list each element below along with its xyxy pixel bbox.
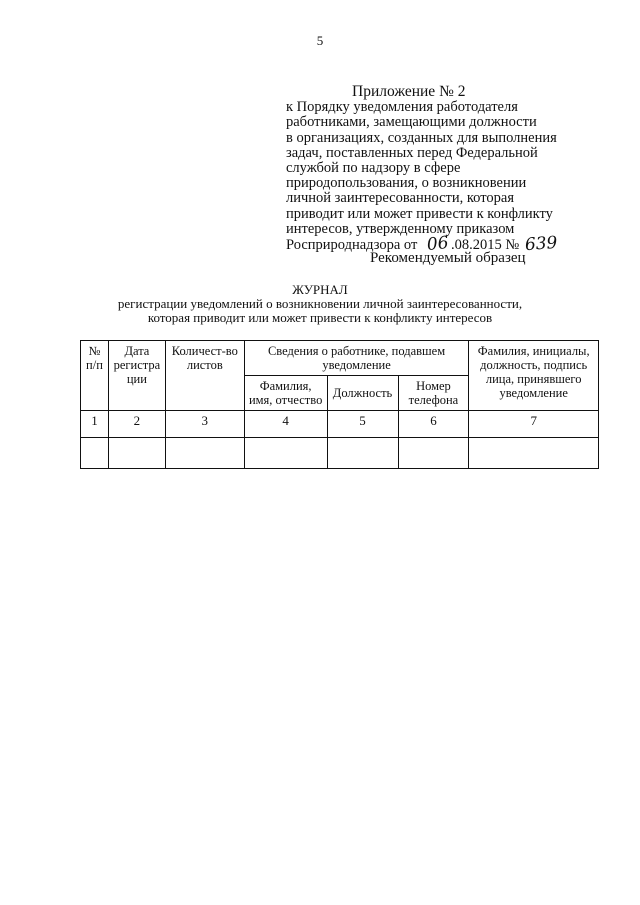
appendix-line: природопользования, о возникновении [286, 175, 527, 192]
header-cell-phone: Номер телефона [398, 376, 469, 411]
journal-table [80, 340, 599, 469]
column-number: 1 [81, 411, 109, 438]
empty-cell [81, 438, 109, 469]
journal-subtitle-line2: которая приводит или может привести к конфликту интересов [147, 310, 493, 325]
empty-cell [165, 438, 244, 469]
handwritten-order-number: 639 [524, 232, 559, 256]
appendix-line: к Порядку уведомления работодателя [286, 99, 518, 116]
appendix-line: службой по надзору в сфере [286, 160, 461, 177]
column-number: 6 [398, 411, 469, 438]
appendix-line: личной заинтересованности, которая [286, 190, 514, 207]
appendix-line: работниками, замещающими должности [286, 114, 537, 131]
column-number: 2 [108, 411, 165, 438]
order-date: .08.2015 [450, 237, 502, 254]
header-cell-fio: Фамилия, имя, отчество [244, 376, 327, 411]
column-number: 4 [244, 411, 327, 438]
empty-cell [244, 438, 327, 469]
header-cell-receiver: Фамилия, инициалы, должность, подпись лица, принявшего уведомление [469, 341, 599, 411]
table-header-row [81, 341, 599, 376]
header-cell-sheets: Количест-во листов [165, 341, 244, 411]
empty-cell [327, 438, 398, 469]
appendix-line: интересов, утвержденному приказом [286, 220, 515, 237]
column-number: 5 [327, 411, 398, 438]
table-row [81, 438, 599, 469]
header-cell-date: Дата регистра ции [108, 341, 165, 411]
order-prefix: Росприроднадзора от [286, 237, 418, 254]
header-cell-employee: Сведения о работнике, подавшем уведомление [244, 341, 469, 376]
appendix-block [286, 83, 586, 256]
handwritten-day: 06 [426, 232, 450, 256]
journal-heading [0, 283, 640, 325]
empty-cell [398, 438, 469, 469]
appendix-line: задач, поставленных перед Федеральной [286, 144, 538, 161]
recommended-sample-label: Рекомендуемый образец [370, 250, 526, 266]
order-number-label: № [505, 237, 520, 254]
column-number: 7 [469, 411, 599, 438]
column-number-row [81, 411, 599, 438]
empty-cell [469, 438, 599, 469]
empty-cell [108, 438, 165, 469]
header-cell-position: Должность [327, 376, 398, 411]
journal-subtitle-line1: регистрации уведомлений о возникновении личной заинтересованности, [117, 296, 523, 311]
column-number: 3 [165, 411, 244, 438]
header-cell-no: № п/п [81, 341, 109, 411]
page-number: 5 [316, 33, 324, 48]
appendix-line: приводит или может привести к конфликту [286, 205, 553, 222]
appendix-title: Приложение № 2 [352, 83, 466, 100]
journal-title: ЖУРНАЛ [292, 282, 348, 297]
appendix-line: в организациях, созданных для выполнения [286, 129, 557, 146]
